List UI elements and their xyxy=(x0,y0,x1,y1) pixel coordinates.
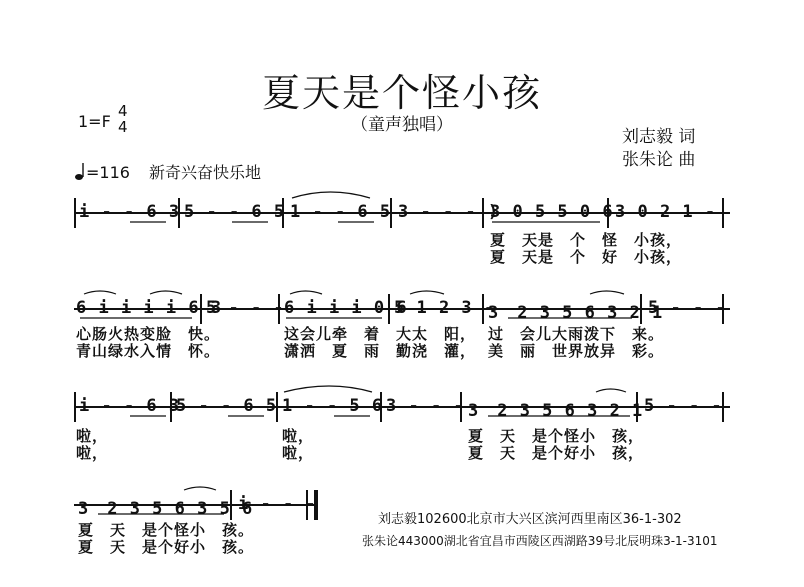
slur-mark xyxy=(410,291,444,294)
lyricist-address: 刘志毅102600北京市大兴区滨河西里南区36-1-302 xyxy=(378,512,682,527)
measure-1-1: i - - 6 3 xyxy=(79,202,181,222)
lyric-line-4-verse-1: 夏 天 是个怪小 孩。 xyxy=(78,521,255,539)
song-title: 夏天是个怪小孩 xyxy=(261,71,542,115)
lyric-line-2-verse-2c: 美 丽 世界放异 彩。 xyxy=(488,342,665,360)
slur-mark xyxy=(150,291,182,294)
slur-mark xyxy=(184,487,216,490)
measure-1-4: 3 - - - ) xyxy=(398,202,500,222)
slur-mark xyxy=(292,192,370,198)
time-signature-bottom: 4 xyxy=(118,118,128,136)
measure-1-2: 5 - - 6 5 xyxy=(184,202,286,222)
measure-2-3: 6 i i i 0 6 xyxy=(284,298,408,318)
expression-text: 新奇兴奋快乐地 xyxy=(149,163,262,182)
slur-mark xyxy=(290,291,322,294)
composer-credit: 张朱论 曲 xyxy=(622,150,696,170)
lyric-line-3-verse-2b: 啦， xyxy=(282,444,315,462)
measure-3-6: 5 - - - xyxy=(644,396,723,416)
key-signature: 1=F xyxy=(78,112,111,131)
measure-2-2: 5 - - - xyxy=(206,298,285,318)
lyric-line-2-verse-2a: 青山绿水入情 怀。 xyxy=(76,342,221,360)
lyricist-credit: 刘志毅 词 xyxy=(622,127,696,147)
slur-mark xyxy=(284,386,372,392)
measure-4-1: 3 2 3 5 6 3 5 6 xyxy=(78,499,254,519)
slur-mark xyxy=(84,291,116,294)
lyric-line-3-verse-2c: 夏 天 是个好小 孩， xyxy=(468,444,645,462)
lyric-line-3-verse-2a: 啦， xyxy=(76,444,109,462)
measure-1-5: 3 0 5 5 0 6 xyxy=(490,202,614,222)
measure-2-6: 5 - - - xyxy=(648,298,727,318)
measure-2-1: 6 i i i i 6 3 xyxy=(76,298,223,318)
lyric-line-2-verse-2b: 潇洒 夏 雨 勤浇 灌， xyxy=(284,342,477,360)
lyric-line-4-verse-2: 夏 天 是个好小 孩。 xyxy=(78,538,255,556)
measure-3-1: i - - 6 3 xyxy=(79,396,181,416)
lyric-line-2-verse-1b: 这会儿牵 着 大太 阳， xyxy=(284,325,477,343)
lyric-line-1-verse-1: 夏 天是 个 怪 小孩， xyxy=(490,231,683,249)
lyric-line-3-verse-1c: 夏 天 是个怪小 孩， xyxy=(468,427,645,445)
song-subtitle: （童声独唱） xyxy=(351,115,453,135)
tempo-value: =116 xyxy=(86,163,130,182)
lyric-line-2-verse-1a: 心肠火热变脸 快。 xyxy=(76,325,221,343)
lyric-line-2-verse-1c: 过 会儿大雨泼下 来。 xyxy=(488,325,665,343)
slur-mark xyxy=(596,389,626,392)
measure-2-4: 5 1 2 3 - xyxy=(394,298,496,318)
measure-3-3: 1 - - 5 6 xyxy=(282,396,384,416)
composer-address: 张朱论443000湖北省宜昌市西陵区西湖路39号北辰明珠3-1-3101 xyxy=(362,534,718,548)
time-signature-top: 4 xyxy=(118,102,128,120)
lyric-line-3-verse-1a: 啦， xyxy=(76,427,109,445)
measure-1-3: 1 - - 6 5 xyxy=(290,202,392,222)
slur-mark xyxy=(590,291,624,294)
measure-1-6: 3 0 2 1 - xyxy=(615,202,717,222)
measure-2-5: 3 2 3 5 6 3 2 1 xyxy=(488,303,664,323)
measure-3-5: 3 2 3 5 6 3 2 1 xyxy=(468,401,644,421)
measure-4-2: i - - - xyxy=(238,494,317,514)
lyric-line-3-verse-1b: 啦， xyxy=(282,427,315,445)
measure-3-4: 3 - - - xyxy=(386,396,465,416)
lyric-line-1-verse-2: 夏 天是 个 好 小孩， xyxy=(490,248,683,266)
measure-3-2: 5 - - 6 5 xyxy=(176,396,278,416)
